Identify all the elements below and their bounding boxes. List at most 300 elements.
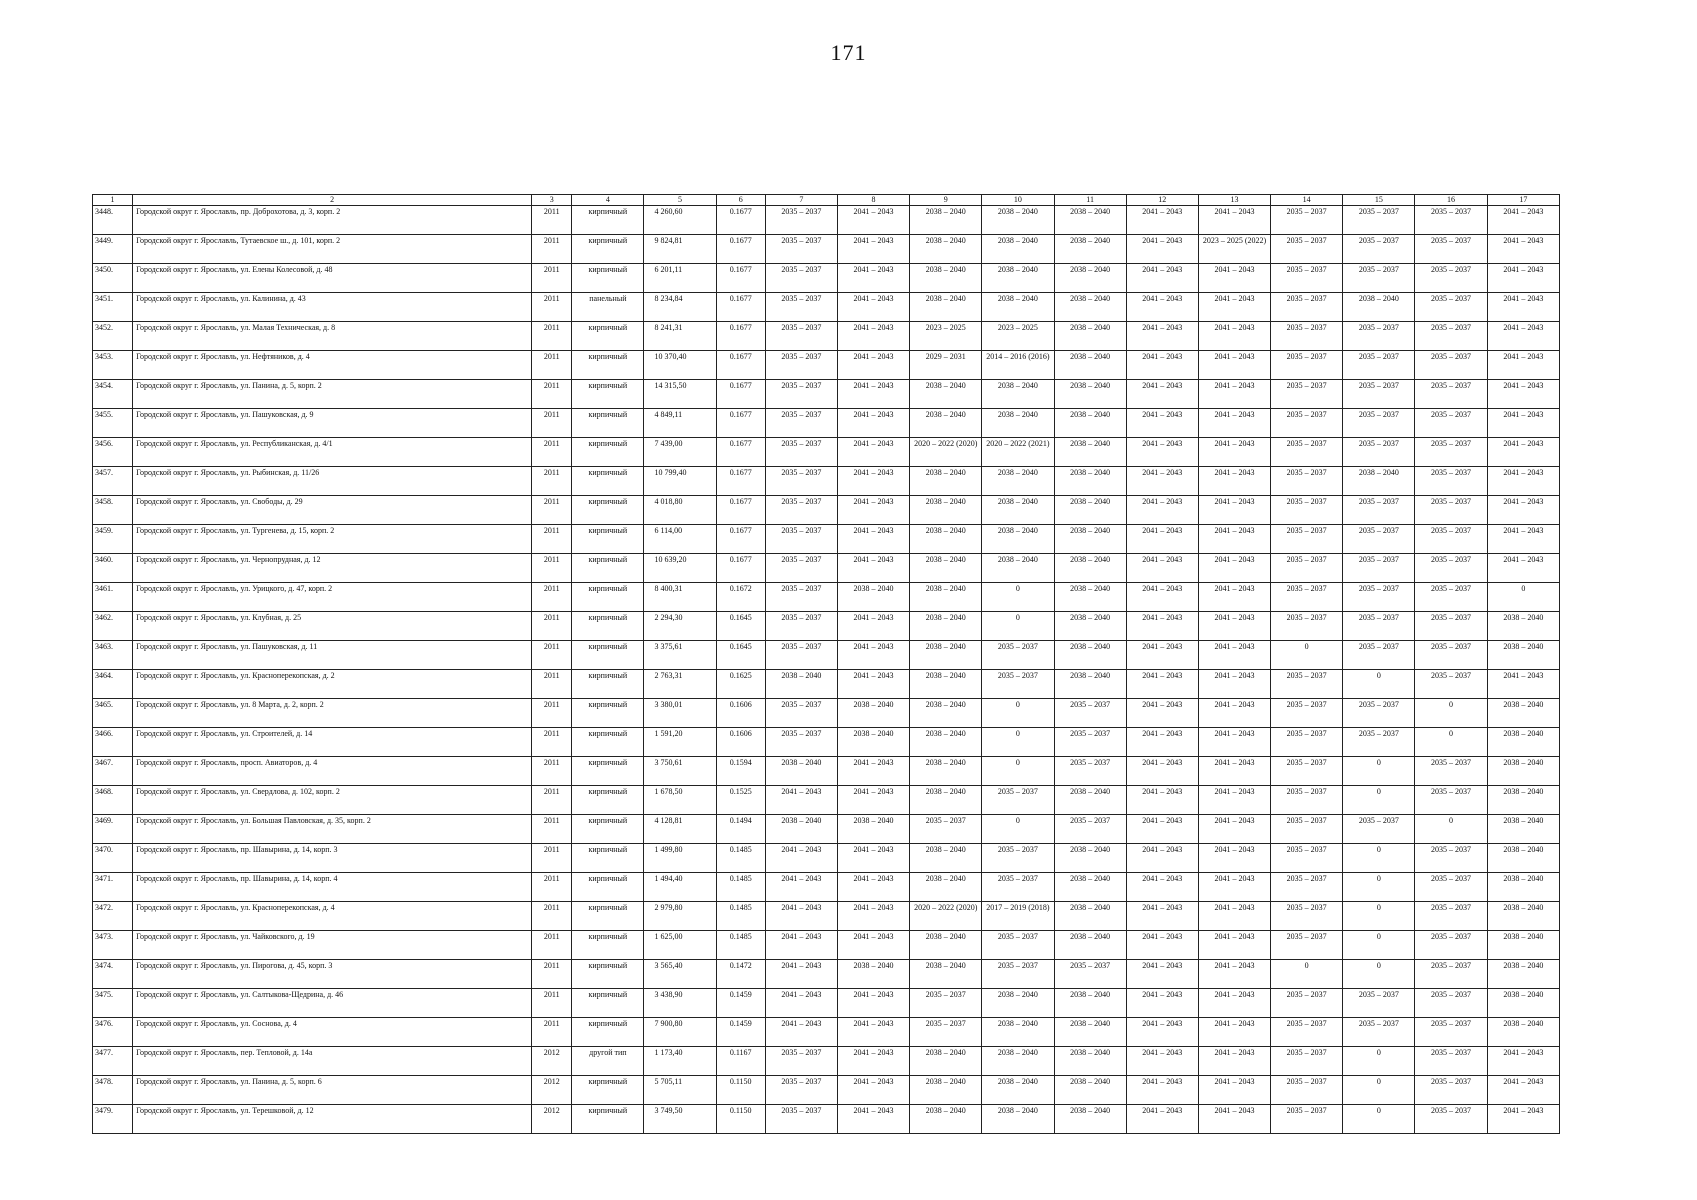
coefficient-cell: 0.1677 — [716, 380, 765, 409]
period-cell: 2041 – 2043 — [1487, 409, 1559, 438]
year-cell: 2012 — [532, 1105, 572, 1134]
period-cell: 2035 – 2037 — [1271, 1018, 1343, 1047]
period-cell: 2035 – 2037 — [1271, 931, 1343, 960]
period-cell: 2035 – 2037 — [765, 438, 837, 467]
period-cell: 2035 – 2037 — [982, 641, 1054, 670]
period-cell: 2041 – 2043 — [765, 1018, 837, 1047]
period-cell: 2035 – 2037 — [1271, 235, 1343, 264]
coefficient-cell: 0.1594 — [716, 757, 765, 786]
period-cell: 2041 – 2043 — [837, 235, 909, 264]
period-cell: 0 — [1343, 873, 1415, 902]
wall-material-cell: кирпичный — [572, 264, 644, 293]
period-cell: 2035 – 2037 — [765, 467, 837, 496]
row-number: 3457. — [93, 467, 133, 496]
coefficient-cell: 0.1677 — [716, 293, 765, 322]
area-cell: 10 639,20 — [644, 554, 716, 583]
column-header-4: 4 — [572, 195, 644, 206]
period-cell: 2041 – 2043 — [837, 206, 909, 235]
period-cell: 2035 – 2037 — [1415, 931, 1487, 960]
period-cell: 2038 – 2040 — [1054, 467, 1126, 496]
area-cell: 1 625,00 — [644, 931, 716, 960]
period-cell: 2041 – 2043 — [837, 844, 909, 873]
period-cell: 2035 – 2037 — [1271, 264, 1343, 293]
row-number: 3450. — [93, 264, 133, 293]
year-cell: 2011 — [532, 757, 572, 786]
period-cell: 2035 – 2037 — [765, 351, 837, 380]
period-cell: 2035 – 2037 — [1271, 844, 1343, 873]
period-cell: 2038 – 2040 — [910, 206, 982, 235]
period-cell: 2038 – 2040 — [910, 235, 982, 264]
coefficient-cell: 0.1167 — [716, 1047, 765, 1076]
coefficient-cell: 0.1606 — [716, 728, 765, 757]
column-header-15: 15 — [1343, 195, 1415, 206]
period-cell: 2035 – 2037 — [1415, 583, 1487, 612]
housing-repair-table-container — [92, 194, 1560, 1134]
period-cell: 2035 – 2037 — [1415, 786, 1487, 815]
period-cell: 2035 – 2037 — [1271, 583, 1343, 612]
wall-material-cell: кирпичный — [572, 583, 644, 612]
period-cell: 2029 – 2031 — [910, 351, 982, 380]
period-cell: 2041 – 2043 — [1487, 1076, 1559, 1105]
period-cell: 2038 – 2040 — [1054, 438, 1126, 467]
period-cell: 2041 – 2043 — [1487, 525, 1559, 554]
period-cell: 2038 – 2040 — [982, 235, 1054, 264]
period-cell: 2041 – 2043 — [1126, 293, 1198, 322]
area-cell: 3 380,01 — [644, 699, 716, 728]
period-cell: 2041 – 2043 — [1198, 641, 1270, 670]
period-cell: 2038 – 2040 — [1487, 815, 1559, 844]
column-header-14: 14 — [1271, 195, 1343, 206]
period-cell: 2041 – 2043 — [1126, 1076, 1198, 1105]
coefficient-cell: 0.1677 — [716, 351, 765, 380]
coefficient-cell: 0.1525 — [716, 786, 765, 815]
period-cell: 2035 – 2037 — [765, 496, 837, 525]
period-cell: 2035 – 2037 — [1343, 728, 1415, 757]
period-cell: 2035 – 2037 — [1271, 322, 1343, 351]
period-cell: 2035 – 2037 — [982, 931, 1054, 960]
table-row — [93, 1018, 1560, 1047]
period-cell: 2038 – 2040 — [910, 1047, 982, 1076]
period-cell: 2041 – 2043 — [1487, 264, 1559, 293]
period-cell: 2035 – 2037 — [765, 322, 837, 351]
housing-repair-table — [92, 194, 1560, 1134]
row-number: 3479. — [93, 1105, 133, 1134]
table-row — [93, 902, 1560, 931]
period-cell: 2038 – 2040 — [837, 960, 909, 989]
period-cell: 2041 – 2043 — [837, 1018, 909, 1047]
period-cell: 2041 – 2043 — [1126, 873, 1198, 902]
table-row — [93, 670, 1560, 699]
period-cell: 2041 – 2043 — [1198, 206, 1270, 235]
period-cell: 2041 – 2043 — [1198, 1076, 1270, 1105]
period-cell: 2041 – 2043 — [1487, 322, 1559, 351]
period-cell: 2041 – 2043 — [1198, 699, 1270, 728]
period-cell: 2035 – 2037 — [1343, 815, 1415, 844]
period-cell: 2035 – 2037 — [1271, 351, 1343, 380]
period-cell: 2041 – 2043 — [1198, 728, 1270, 757]
area-cell: 1 494,40 — [644, 873, 716, 902]
coefficient-cell: 0.1625 — [716, 670, 765, 699]
period-cell: 2041 – 2043 — [1198, 554, 1270, 583]
year-cell: 2011 — [532, 612, 572, 641]
period-cell: 2035 – 2037 — [765, 293, 837, 322]
address-cell: Городской округ г. Ярославль, ул. Салтыкова-Щедрина, д. 46 — [133, 989, 532, 1018]
area-cell: 4 260,60 — [644, 206, 716, 235]
period-cell: 2041 – 2043 — [837, 264, 909, 293]
period-cell: 2038 – 2040 — [1487, 960, 1559, 989]
table-row — [93, 641, 1560, 670]
period-cell: 2035 – 2037 — [765, 728, 837, 757]
period-cell: 2035 – 2037 — [1271, 438, 1343, 467]
period-cell: 0 — [1343, 1105, 1415, 1134]
period-cell: 2038 – 2040 — [910, 641, 982, 670]
period-cell: 2035 – 2037 — [1415, 293, 1487, 322]
period-cell: 2035 – 2037 — [1415, 467, 1487, 496]
area-cell: 7 439,00 — [644, 438, 716, 467]
period-cell: 2035 – 2037 — [765, 699, 837, 728]
year-cell: 2011 — [532, 873, 572, 902]
period-cell: 2038 – 2040 — [1487, 612, 1559, 641]
address-cell: Городской округ г. Ярославль, ул. Красноперекопская, д. 2 — [133, 670, 532, 699]
period-cell: 2038 – 2040 — [1054, 1018, 1126, 1047]
period-cell: 2038 – 2040 — [1054, 293, 1126, 322]
period-cell: 2038 – 2040 — [1487, 728, 1559, 757]
period-cell: 2041 – 2043 — [1126, 641, 1198, 670]
period-cell: 2035 – 2037 — [982, 873, 1054, 902]
period-cell: 2038 – 2040 — [765, 757, 837, 786]
period-cell: 2038 – 2040 — [1054, 844, 1126, 873]
period-cell: 2035 – 2037 — [1415, 525, 1487, 554]
period-cell: 2038 – 2040 — [910, 583, 982, 612]
period-cell: 2035 – 2037 — [1343, 612, 1415, 641]
year-cell: 2011 — [532, 496, 572, 525]
period-cell: 2041 – 2043 — [1198, 989, 1270, 1018]
area-cell: 10 370,40 — [644, 351, 716, 380]
period-cell: 2035 – 2037 — [1415, 322, 1487, 351]
period-cell: 2041 – 2043 — [1198, 960, 1270, 989]
address-cell: Городской округ г. Ярославль, ул. Соснова, д. 4 — [133, 1018, 532, 1047]
period-cell: 0 — [1343, 757, 1415, 786]
area-cell: 9 824,81 — [644, 235, 716, 264]
table-row — [93, 293, 1560, 322]
period-cell: 0 — [1271, 960, 1343, 989]
period-cell: 2038 – 2040 — [982, 1105, 1054, 1134]
period-cell: 2041 – 2043 — [1126, 757, 1198, 786]
table-row — [93, 525, 1560, 554]
coefficient-cell: 0.1677 — [716, 409, 765, 438]
area-cell: 1 678,50 — [644, 786, 716, 815]
period-cell: 2041 – 2043 — [1126, 380, 1198, 409]
period-cell: 2035 – 2037 — [1415, 409, 1487, 438]
period-cell: 2041 – 2043 — [765, 844, 837, 873]
period-cell: 2035 – 2037 — [765, 554, 837, 583]
column-header-17: 17 — [1487, 195, 1559, 206]
period-cell: 2035 – 2037 — [1271, 467, 1343, 496]
address-cell: Городской округ г. Ярославль, ул. Большая Павловская, д. 35, корп. 2 — [133, 815, 532, 844]
period-cell: 0 — [982, 699, 1054, 728]
period-cell: 2038 – 2040 — [1054, 931, 1126, 960]
row-number: 3449. — [93, 235, 133, 264]
coefficient-cell: 0.1677 — [716, 264, 765, 293]
period-cell: 2035 – 2037 — [1271, 554, 1343, 583]
row-number: 3462. — [93, 612, 133, 641]
address-cell: Городской округ г. Ярославль, ул. Панина, д. 5, корп. 6 — [133, 1076, 532, 1105]
period-cell: 2035 – 2037 — [1343, 989, 1415, 1018]
area-cell: 6 114,00 — [644, 525, 716, 554]
period-cell: 2041 – 2043 — [1126, 1018, 1198, 1047]
period-cell: 2041 – 2043 — [1126, 1047, 1198, 1076]
year-cell: 2011 — [532, 525, 572, 554]
period-cell: 2041 – 2043 — [1198, 1105, 1270, 1134]
period-cell: 2035 – 2037 — [1271, 902, 1343, 931]
period-cell: 2041 – 2043 — [1126, 467, 1198, 496]
period-cell: 0 — [1343, 670, 1415, 699]
coefficient-cell: 0.1677 — [716, 554, 765, 583]
period-cell: 2038 – 2040 — [982, 989, 1054, 1018]
header-row — [93, 195, 1560, 206]
period-cell: 2035 – 2037 — [910, 989, 982, 1018]
period-cell: 2041 – 2043 — [1198, 496, 1270, 525]
wall-material-cell: кирпичный — [572, 902, 644, 931]
area-cell: 4 018,80 — [644, 496, 716, 525]
period-cell: 2035 – 2037 — [1343, 641, 1415, 670]
period-cell: 2035 – 2037 — [982, 670, 1054, 699]
period-cell: 2035 – 2037 — [1415, 1076, 1487, 1105]
coefficient-cell: 0.1677 — [716, 467, 765, 496]
period-cell: 2041 – 2043 — [837, 757, 909, 786]
address-cell: Городской округ г. Ярославль, пр. Шавырина, д. 14, корп. 3 — [133, 844, 532, 873]
table-row — [93, 1047, 1560, 1076]
column-header-1: 1 — [93, 195, 133, 206]
table-row — [93, 1105, 1560, 1134]
area-cell: 2 763,31 — [644, 670, 716, 699]
period-cell: 2035 – 2037 — [1271, 786, 1343, 815]
period-cell: 2038 – 2040 — [1054, 264, 1126, 293]
period-cell: 2020 – 2022 (2020) — [910, 438, 982, 467]
period-cell: 2038 – 2040 — [910, 525, 982, 554]
period-cell: 2035 – 2037 — [982, 960, 1054, 989]
period-cell: 2041 – 2043 — [1198, 844, 1270, 873]
table-row — [93, 351, 1560, 380]
area-cell: 4 128,81 — [644, 815, 716, 844]
period-cell: 2038 – 2040 — [910, 380, 982, 409]
period-cell: 2014 – 2016 (2016) — [982, 351, 1054, 380]
year-cell: 2011 — [532, 641, 572, 670]
table-row — [93, 757, 1560, 786]
period-cell: 2041 – 2043 — [837, 902, 909, 931]
column-header-5: 5 — [644, 195, 716, 206]
period-cell: 2041 – 2043 — [1126, 554, 1198, 583]
coefficient-cell: 0.1472 — [716, 960, 765, 989]
period-cell: 2035 – 2037 — [1271, 206, 1343, 235]
period-cell: 2035 – 2037 — [1343, 264, 1415, 293]
area-cell: 8 241,31 — [644, 322, 716, 351]
period-cell: 2038 – 2040 — [910, 1076, 982, 1105]
coefficient-cell: 0.1485 — [716, 902, 765, 931]
period-cell: 2041 – 2043 — [1487, 670, 1559, 699]
coefficient-cell: 0.1150 — [716, 1105, 765, 1134]
period-cell: 2035 – 2037 — [1415, 1047, 1487, 1076]
coefficient-cell: 0.1677 — [716, 438, 765, 467]
period-cell: 2035 – 2037 — [1271, 873, 1343, 902]
period-cell: 2041 – 2043 — [1198, 467, 1270, 496]
address-cell: Городской округ г. Ярославль, ул. Республиканская, д. 4/1 — [133, 438, 532, 467]
period-cell: 2041 – 2043 — [1198, 409, 1270, 438]
period-cell: 2041 – 2043 — [1487, 438, 1559, 467]
coefficient-cell: 0.1485 — [716, 931, 765, 960]
period-cell: 2035 – 2037 — [765, 206, 837, 235]
area-cell: 14 315,50 — [644, 380, 716, 409]
period-cell: 2038 – 2040 — [910, 554, 982, 583]
area-cell: 3 375,61 — [644, 641, 716, 670]
year-cell: 2011 — [532, 409, 572, 438]
address-cell: Городской округ г. Ярославль, Тутаевское ш., д. 101, корп. 2 — [133, 235, 532, 264]
wall-material-cell: кирпичный — [572, 873, 644, 902]
table-body — [93, 206, 1560, 1134]
table-row — [93, 496, 1560, 525]
table-row — [93, 728, 1560, 757]
period-cell: 2035 – 2037 — [1054, 728, 1126, 757]
period-cell: 2035 – 2037 — [1415, 960, 1487, 989]
period-cell: 2035 – 2037 — [1271, 293, 1343, 322]
period-cell: 2041 – 2043 — [1487, 351, 1559, 380]
period-cell: 2038 – 2040 — [910, 670, 982, 699]
period-cell: 2041 – 2043 — [1487, 554, 1559, 583]
period-cell: 2038 – 2040 — [1487, 1018, 1559, 1047]
period-cell: 0 — [1343, 1076, 1415, 1105]
period-cell: 2035 – 2037 — [1343, 583, 1415, 612]
period-cell: 2041 – 2043 — [837, 351, 909, 380]
year-cell: 2012 — [532, 1076, 572, 1105]
period-cell: 2038 – 2040 — [1054, 235, 1126, 264]
table-row — [93, 467, 1560, 496]
row-number: 3471. — [93, 873, 133, 902]
year-cell: 2011 — [532, 322, 572, 351]
period-cell: 2038 – 2040 — [1054, 496, 1126, 525]
area-cell: 3 750,61 — [644, 757, 716, 786]
period-cell: 2035 – 2037 — [1343, 496, 1415, 525]
period-cell: 2035 – 2037 — [1415, 641, 1487, 670]
period-cell: 2035 – 2037 — [1343, 206, 1415, 235]
year-cell: 2011 — [532, 351, 572, 380]
period-cell: 2041 – 2043 — [837, 641, 909, 670]
period-cell: 2035 – 2037 — [1271, 496, 1343, 525]
column-header-11: 11 — [1054, 195, 1126, 206]
row-number: 3470. — [93, 844, 133, 873]
period-cell: 2041 – 2043 — [1198, 351, 1270, 380]
period-cell: 0 — [1343, 786, 1415, 815]
period-cell: 2038 – 2040 — [910, 728, 982, 757]
period-cell: 2035 – 2037 — [765, 641, 837, 670]
period-cell: 2035 – 2037 — [1415, 1105, 1487, 1134]
period-cell: 2038 – 2040 — [1054, 641, 1126, 670]
address-cell: Городской округ г. Ярославль, ул. Свердлова, д. 102, корп. 2 — [133, 786, 532, 815]
period-cell: 2041 – 2043 — [1126, 989, 1198, 1018]
year-cell: 2011 — [532, 931, 572, 960]
period-cell: 2038 – 2040 — [1487, 641, 1559, 670]
table-row — [93, 438, 1560, 467]
year-cell: 2011 — [532, 960, 572, 989]
period-cell: 2035 – 2037 — [1343, 438, 1415, 467]
table-row — [93, 786, 1560, 815]
period-cell: 2038 – 2040 — [982, 467, 1054, 496]
period-cell: 2041 – 2043 — [1126, 351, 1198, 380]
period-cell: 2038 – 2040 — [982, 380, 1054, 409]
coefficient-cell: 0.1485 — [716, 873, 765, 902]
wall-material-cell: кирпичный — [572, 960, 644, 989]
address-cell: Городской округ г. Ярославль, ул. Пашуковская, д. 11 — [133, 641, 532, 670]
period-cell: 2041 – 2043 — [1126, 496, 1198, 525]
period-cell: 2035 – 2037 — [1054, 757, 1126, 786]
page-number: 171 — [830, 40, 867, 65]
area-cell: 1 499,80 — [644, 844, 716, 873]
period-cell: 2038 – 2040 — [982, 1076, 1054, 1105]
period-cell: 2041 – 2043 — [1198, 438, 1270, 467]
period-cell: 2041 – 2043 — [1126, 699, 1198, 728]
column-header-10: 10 — [982, 195, 1054, 206]
coefficient-cell: 0.1677 — [716, 206, 765, 235]
period-cell: 2038 – 2040 — [1054, 322, 1126, 351]
period-cell: 2035 – 2037 — [1415, 1018, 1487, 1047]
period-cell: 2035 – 2037 — [765, 380, 837, 409]
period-cell: 2041 – 2043 — [837, 873, 909, 902]
year-cell: 2011 — [532, 583, 572, 612]
period-cell: 2041 – 2043 — [837, 380, 909, 409]
coefficient-cell: 0.1677 — [716, 322, 765, 351]
period-cell: 2038 – 2040 — [765, 815, 837, 844]
row-number: 3455. — [93, 409, 133, 438]
period-cell: 2038 – 2040 — [1054, 670, 1126, 699]
period-cell: 2035 – 2037 — [1271, 409, 1343, 438]
period-cell: 2041 – 2043 — [1198, 293, 1270, 322]
period-cell: 2041 – 2043 — [1487, 235, 1559, 264]
period-cell: 2035 – 2037 — [1054, 699, 1126, 728]
year-cell: 2011 — [532, 670, 572, 699]
period-cell: 2038 – 2040 — [1054, 989, 1126, 1018]
period-cell: 2041 – 2043 — [1126, 583, 1198, 612]
period-cell: 2041 – 2043 — [1126, 931, 1198, 960]
year-cell: 2011 — [532, 293, 572, 322]
period-cell: 2035 – 2037 — [1271, 1047, 1343, 1076]
period-cell: 2035 – 2037 — [1343, 525, 1415, 554]
period-cell: 0 — [982, 728, 1054, 757]
period-cell: 2035 – 2037 — [765, 235, 837, 264]
period-cell: 0 — [982, 815, 1054, 844]
period-cell: 2041 – 2043 — [1126, 264, 1198, 293]
row-number: 3464. — [93, 670, 133, 699]
period-cell: 2041 – 2043 — [1198, 322, 1270, 351]
wall-material-cell: кирпичный — [572, 351, 644, 380]
row-number: 3466. — [93, 728, 133, 757]
area-cell: 3 438,90 — [644, 989, 716, 1018]
period-cell: 2041 – 2043 — [837, 931, 909, 960]
period-cell: 2041 – 2043 — [1126, 960, 1198, 989]
row-number: 3456. — [93, 438, 133, 467]
address-cell: Городской округ г. Ярославль, ул. Чайковского, д. 19 — [133, 931, 532, 960]
period-cell: 2038 – 2040 — [1487, 786, 1559, 815]
period-cell: 2041 – 2043 — [1126, 235, 1198, 264]
period-cell: 2038 – 2040 — [982, 409, 1054, 438]
table-row — [93, 931, 1560, 960]
area-cell: 6 201,11 — [644, 264, 716, 293]
period-cell: 2041 – 2043 — [1126, 902, 1198, 931]
table-row — [93, 583, 1560, 612]
period-cell: 2038 – 2040 — [910, 786, 982, 815]
year-cell: 2011 — [532, 728, 572, 757]
period-cell: 2038 – 2040 — [1054, 554, 1126, 583]
address-cell: Городской округ г. Ярославль, пер. Тепловой, д. 14а — [133, 1047, 532, 1076]
period-cell: 2041 – 2043 — [1487, 467, 1559, 496]
